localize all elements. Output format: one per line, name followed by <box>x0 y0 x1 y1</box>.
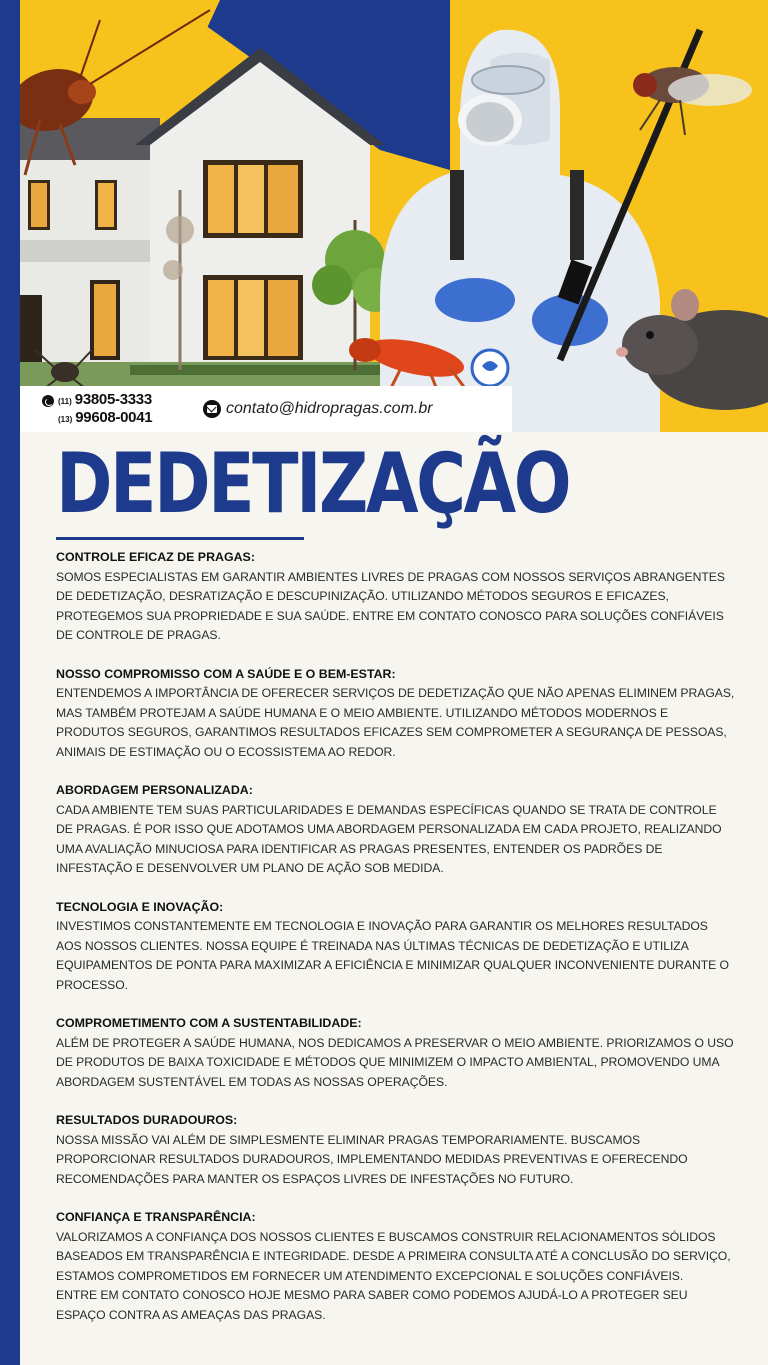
title-underline <box>56 537 304 540</box>
phone-icon <box>42 395 54 407</box>
section-sustentabilidade <box>56 1014 736 1092</box>
left-accent-bar <box>0 0 20 1365</box>
section-heading: ABORDAGEM PERSONALIZADA: <box>56 783 253 797</box>
phone-2[interactable] <box>58 410 152 428</box>
section-heading: CONTROLE EFICAZ DE PRAGAS: <box>56 550 255 564</box>
phone-2-number: 99608-0041 <box>75 409 153 426</box>
phone-1-area-code: (11) <box>58 397 72 406</box>
section-compromisso-saude <box>56 665 736 763</box>
section-heading: NOSSO COMPROMISSO COM A SAÚDE E O BEM-ESTAR: <box>56 666 396 681</box>
section-body: VALORIZAMOS A CONFIANÇA DOS NOSSOS CLIENTES E BUSCAMOS CONSTRUIR RELACIONAMENTOS SÓLIDOS BASEADOS EM TRANSPARÊNCIA E INTEGRIDADE. DESDE A PRIMEIRA CONSULTA ATÉ A CONCLUSÃO DO SERVIÇO, ESTAMOS COMPROMETIDOS EM FORNECER UM ATENDIMENTO EXCEPCIONAL E SOLUÇÕES CONFIÁVEIS. <box>56 1229 731 1283</box>
section-resultados-duradouros <box>56 1111 736 1189</box>
phone-1-number: 93805-3333 <box>74 391 152 408</box>
section-heading: RESULTADOS DURADOUROS: <box>56 1113 238 1127</box>
phone-1[interactable] <box>58 392 152 410</box>
section-confianca-transparencia <box>56 1208 736 1325</box>
section-body: SOMOS ESPECIALISTAS EM GARANTIR AMBIENTES LIVRES DE PRAGAS COM NOSSOS SERVIÇOS ABRANGENTES DE DEDETIZAÇÃO, DESRATIZAÇÃO E DESCUPINIZAÇÃO. UTILIZANDO MÉTODOS SEGUROS E EFICAZES, PROTEGEMOS SUA PROPRIEDADE E SUA SAÚDE. ENTRE EM CONTATO CONOSCO PARA SOLUÇÕES CONFIÁVEIS DE CONTROLE DE PRAGAS. <box>56 569 725 642</box>
section-abordagem-personalizada <box>56 781 736 879</box>
content-body <box>56 548 736 1344</box>
phone-2-area-code: (13) <box>58 415 73 424</box>
section-body: ALÉM DE PROTEGER A SAÚDE HUMANA, NOS DEDICAMOS A PRESERVAR O MEIO AMBIENTE. PRIORIZAMOS O USO DE PRODUTOS DE BAIXA TOXICIDADE E MÉTODOS QUE MINIMIZEM O IMPACTO AMBIENTAL, PROMOVENDO UMA ABORDAGEM SUSTENTÁVEL EM TODAS AS NOSSAS OPERAÇÕES. <box>56 1035 734 1089</box>
email-block[interactable] <box>203 400 433 418</box>
section-body: CADA AMBIENTE TEM SUAS PARTICULARIDADES E DEMANDAS ESPECÍFICAS QUANDO SE TRATA DE CONTROLE DE PRAGAS. É POR ISSO QUE ADOTAMOS UMA ABORDAGEM PERSONALIZADA EM CADA PROJETO, REALIZANDO UMA AVALIAÇÃO MINUCIOSA PARA IDENTIFICAR AS PRAGAS PRESENTES, ENTENDER OS PADRÕES DE INFESTAÇÃO E DESENVOLVER UM PLANO DE AÇÃO SOB MEDIDA. <box>56 802 722 875</box>
section-heading: CONFIANÇA E TRANSPARÊNCIA: <box>56 1210 256 1224</box>
page-title: DEDETIZAÇÃO <box>56 435 570 532</box>
contact-strip <box>20 386 512 432</box>
email-address: contato@hidropragas.com.br <box>226 400 433 417</box>
section-heading: TECNOLOGIA E INOVAÇÃO: <box>56 899 224 914</box>
mail-icon <box>203 400 221 418</box>
section-controle-eficaz <box>56 548 736 646</box>
section-tecnologia-inovacao <box>56 898 736 996</box>
hero-image <box>20 0 768 432</box>
section-closing-call-to-action: ENTRE EM CONTATO CONOSCO HOJE MESMO PARA SABER COMO PODEMOS AJUDÁ-LO A PROTEGER SEU ESPAÇO CONTRA AS AMEAÇAS DAS PRAGAS. <box>56 1288 688 1322</box>
section-body: ENTENDEMOS A IMPORTÂNCIA DE OFERECER SERVIÇOS DE DEDETIZAÇÃO QUE NÃO APENAS ELIMINEM PRAGAS, MAS TAMBÉM PROTEJAM A SAÚDE HUMANA E O MEIO AMBIENTE. UTILIZANDO MÉTODOS MODERNOS E PRODUTOS SEGUROS, GARANTIMOS RESULTADOS EFICAZES SEM COMPROMETER A SEGURANÇA DE PESSOAS, ANIMAIS DE ESTIMAÇÃO OU O ECOSSISTEMA AO REDOR. <box>56 686 735 759</box>
section-body: NOSSA MISSÃO VAI ALÉM DE SIMPLESMENTE ELIMINAR PRAGAS TEMPORARIAMENTE. BUSCAMOS PROPORCIONAR RESULTADOS DURADOUROS, IMPLEMENTANDO MEDIDAS PREVENTIVAS E OFERECENDO RECOMENDAÇÕES PARA MANTER OS ESPAÇOS LIVRES DE INFESTAÇÕES NO FUTURO. <box>56 1132 688 1186</box>
section-body: INVESTIMOS CONSTANTEMENTE EM TECNOLOGIA E INOVAÇÃO PARA GARANTIR OS MELHORES RESULTADOS AOS NOSSOS CLIENTES. NOSSA EQUIPE É TREINADA NAS ÚLTIMAS TÉCNICAS DE DEDETIZAÇÃO E UTILIZA EQUIPAMENTOS DE PONTA PARA MAXIMIZAR A EFICIÊNCIA E MINIMIZAR QUALQUER INCONVENIENTE DURANTE O PROCESSO. <box>56 919 729 992</box>
section-heading: COMPROMETIMENTO COM A SUSTENTABILIDADE: <box>56 1016 362 1030</box>
phone-block <box>42 392 152 428</box>
